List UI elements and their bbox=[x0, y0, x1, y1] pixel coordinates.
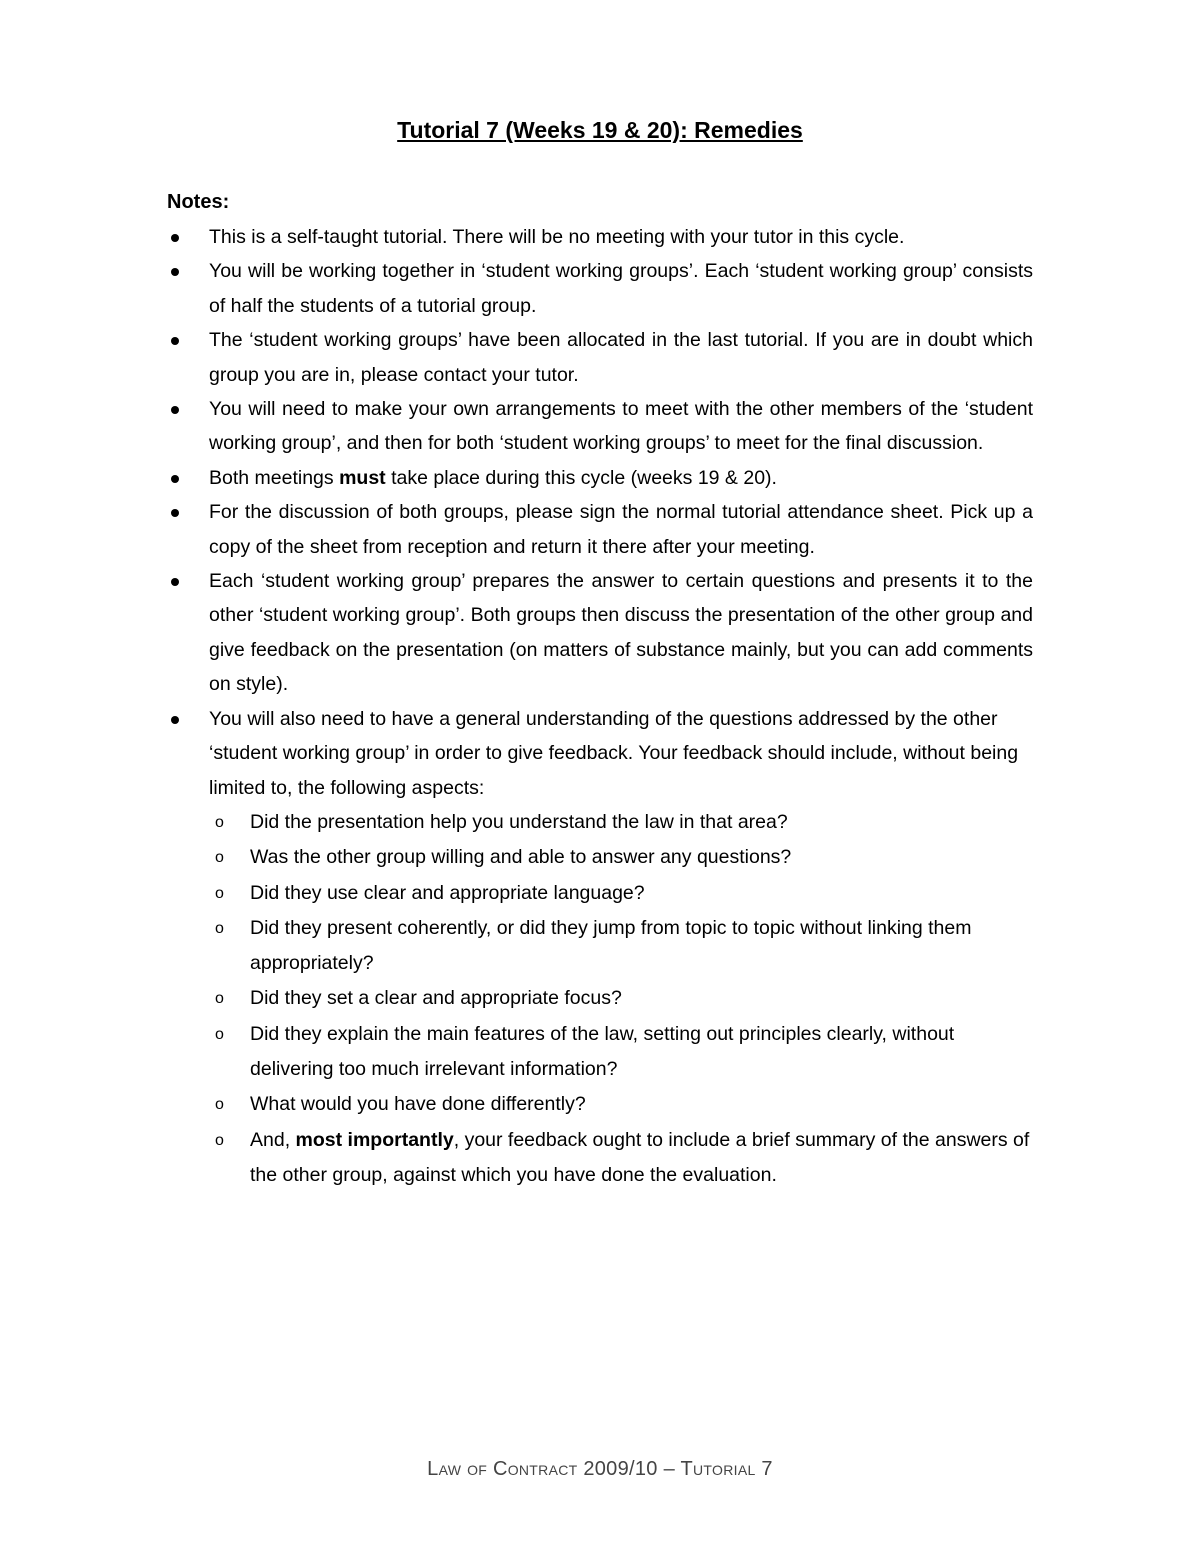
aspect-text: Did they present coherently, or did they jump from topic to topic without linking them appropriately? bbox=[250, 916, 972, 975]
note-text: You will also need to have a general understanding of the questions addressed by the other ‘student working group’ in order to give feedback. Your feedback should include, without being limited to, the following aspects: bbox=[209, 707, 1019, 799]
bullet-icon bbox=[171, 475, 179, 483]
note-text: This is a self-taught tutorial. There will be no meeting with your tutor in this cycle. bbox=[209, 226, 905, 248]
circle-bullet-icon: o bbox=[215, 813, 224, 831]
list-item bbox=[209, 981, 1033, 1016]
notes-heading: Notes: bbox=[167, 191, 230, 213]
bullet-icon bbox=[171, 716, 179, 724]
list-item bbox=[209, 876, 1033, 911]
bullet-icon bbox=[171, 406, 179, 414]
circle-bullet-icon: o bbox=[215, 849, 224, 867]
feedback-aspects-list bbox=[209, 805, 1033, 1193]
list-item bbox=[209, 1087, 1033, 1122]
list-item bbox=[209, 1123, 1033, 1194]
note-text: You will need to make your own arrangements to meet with the other members of the ‘student working group’, and then for both ‘student working groups’ to meet for the final discussion. bbox=[209, 398, 1033, 455]
list-item bbox=[167, 495, 1033, 564]
list-item bbox=[167, 461, 1033, 495]
bullet-icon bbox=[171, 268, 179, 276]
list-item bbox=[209, 911, 1033, 982]
aspect-text: Did the presentation help you understand the law in that area? bbox=[250, 810, 788, 833]
bullet-icon bbox=[171, 578, 179, 586]
page-title: Tutorial 7 (Weeks 19 & 20): Remedies bbox=[397, 117, 803, 143]
list-item bbox=[167, 254, 1033, 323]
circle-bullet-icon: o bbox=[215, 1025, 224, 1043]
note-text: You will be working together in ‘student working groups’. Each ‘student working group’ consists of half the students of a tutorial group. bbox=[209, 260, 1033, 317]
aspect-text: Did they set a clear and appropriate focus? bbox=[250, 987, 622, 1010]
aspect-text-after: , your feedback ought to include a brief summary of the answers of the other group, against which you have done the evaluation. bbox=[250, 1128, 1030, 1186]
bullet-icon bbox=[171, 234, 179, 242]
aspect-text: What would you have done differently? bbox=[250, 1093, 586, 1116]
note-text: For the discussion of both groups, please sign the normal tutorial attendance sheet. Pick up a copy of the sheet from reception and return it there after your meeting. bbox=[209, 501, 1033, 558]
aspect-emphasis: most importantly bbox=[295, 1128, 454, 1151]
bullet-icon bbox=[171, 509, 179, 517]
aspect-text: Was the other group willing and able to answer any questions? bbox=[250, 846, 792, 869]
circle-bullet-icon: o bbox=[215, 919, 224, 937]
bullet-icon bbox=[171, 337, 179, 345]
aspect-text: Did they explain the main features of the law, setting out principles clearly, without delivering too much irrelevant information? bbox=[250, 1022, 955, 1080]
list-item bbox=[167, 702, 1033, 1193]
circle-bullet-icon: o bbox=[215, 1096, 224, 1114]
circle-bullet-icon: o bbox=[215, 1131, 224, 1149]
note-text-before: Both meetings bbox=[209, 466, 340, 489]
note-text: The ‘student working groups’ have been allocated in the last tutorial. If you are in doubt which group you are in, please contact your tutor. bbox=[209, 329, 1033, 386]
list-item bbox=[167, 323, 1033, 392]
list-item bbox=[209, 840, 1033, 875]
page-footer: Law of Contract 2009/10 – Tutorial 7 bbox=[427, 1458, 773, 1480]
circle-bullet-icon: o bbox=[215, 884, 224, 902]
note-text-after: take place during this cycle (weeks 19 & 20). bbox=[385, 466, 777, 489]
list-item bbox=[167, 220, 1033, 254]
note-text: Each ‘student working group’ prepares the answer to certain questions and presents it to the other ‘student working group’. Both groups then discuss the presentation of the other group and give feedback on the presentation (on matters of substance mainly, but you can add comments on style). bbox=[209, 570, 1033, 696]
list-item bbox=[167, 564, 1033, 702]
list-item bbox=[209, 805, 1033, 840]
aspect-text: Did they use clear and appropriate language? bbox=[250, 881, 645, 904]
notes-list bbox=[167, 220, 1033, 1193]
aspect-text-before: And, bbox=[250, 1128, 296, 1151]
circle-bullet-icon: o bbox=[215, 990, 224, 1008]
note-emphasis: must bbox=[339, 466, 386, 489]
list-item bbox=[209, 1017, 1033, 1088]
list-item bbox=[167, 392, 1033, 461]
